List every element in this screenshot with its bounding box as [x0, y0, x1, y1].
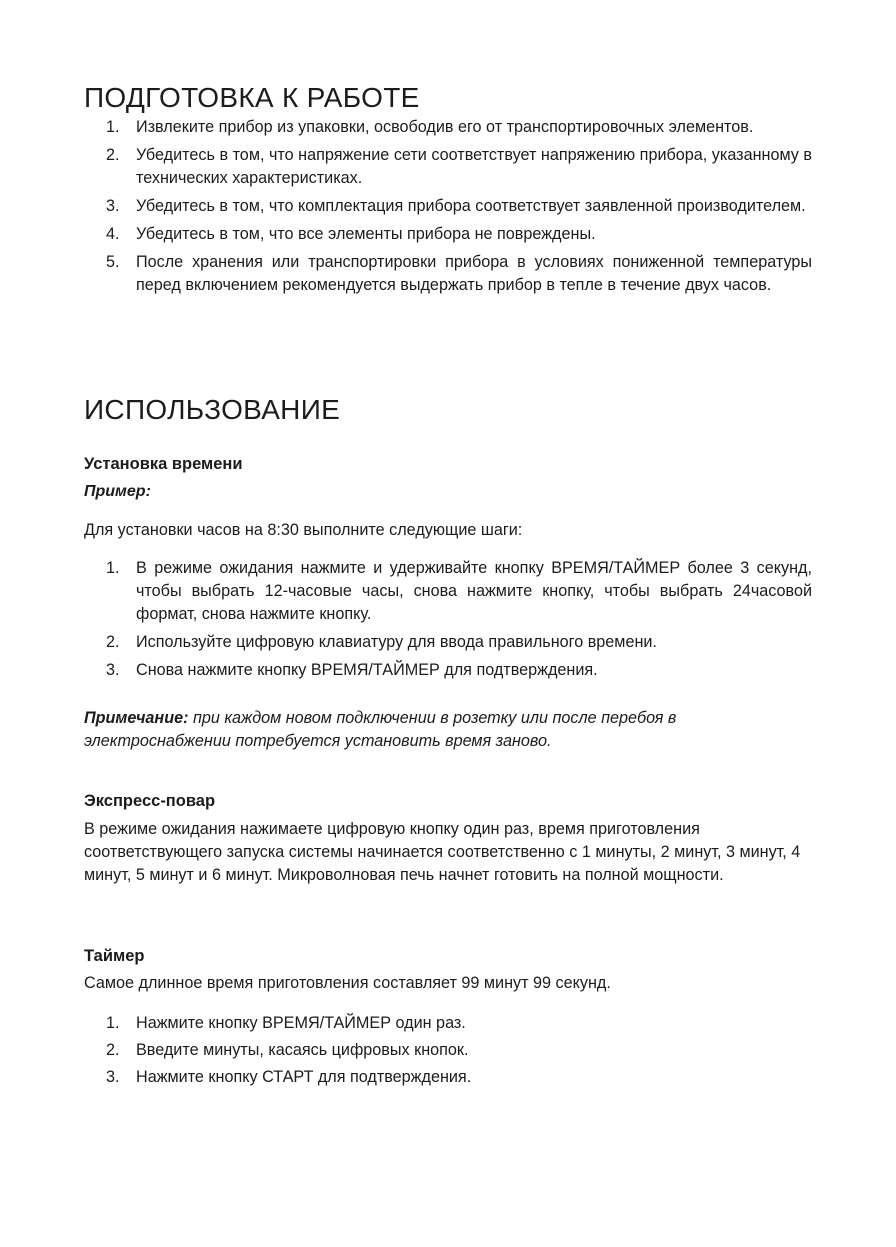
timer-steps-list — [84, 1012, 812, 1093]
subheading-timer: Таймер — [84, 947, 145, 965]
step-text: Убедитесь в том, что все элементы прибора не повреждены. — [136, 225, 596, 243]
step-text: Нажмите кнопку ВРЕМЯ/ТАЙМЕР один раз. — [136, 1014, 466, 1032]
step-text: Снова нажмите кнопку ВРЕМЯ/ТАЙМЕР для подтверждения. — [136, 661, 598, 679]
step-number: 5. — [106, 253, 120, 271]
list-item — [84, 659, 812, 682]
step-number: 3. — [106, 1068, 120, 1086]
section-title-preparation: ПОДГОТОВКА К РАБОТЕ — [84, 82, 420, 113]
section-title-usage: ИСПОЛЬЗОВАНИЕ — [84, 394, 341, 425]
step-text: Нажмите кнопку СТАРТ для подтверждения. — [136, 1068, 472, 1086]
list-item — [84, 116, 812, 139]
list-item — [84, 631, 812, 654]
step-number: 3. — [106, 197, 120, 215]
list-item — [84, 195, 812, 218]
express-paragraph: В режиме ожидания нажимаете цифровую кнопку один раз, время приготовления соответствующего запуска системы начинается соответственно с 1 минуты, 2 минут, 3 минут, 4 минут, 5 минут и 6 минут. Микроволновая печь начнет готовить на полной мощности. — [84, 820, 801, 885]
step-text: Введите минуты, касаясь цифровых кнопок. — [136, 1041, 469, 1059]
step-number: 1. — [106, 559, 120, 577]
step-number: 2. — [106, 633, 120, 651]
step-text: Извлеките прибор из упаковки, освободив его от транспортировочных элементов. — [136, 118, 754, 136]
note-paragraph — [84, 707, 812, 753]
list-item — [84, 251, 812, 297]
step-text: После хранения или транспортировки прибора в условиях пониженной температуры перед включением рекомендуется выдержать прибор в тепле в течение двух часов. — [136, 253, 812, 294]
list-item — [84, 1012, 812, 1035]
list-item — [84, 1066, 812, 1089]
list-item — [84, 223, 812, 246]
timer-paragraph: Самое длинное время приготовления составляет 99 минут 99 секунд. — [84, 974, 611, 992]
list-item — [84, 144, 812, 190]
step-number: 2. — [106, 146, 120, 164]
subheading-express: Экспресс-повар — [84, 792, 216, 810]
step-text: Убедитесь в том, что напряжение сети соответствует напряжению прибора, указанному в технических характеристиках. — [136, 146, 812, 187]
preparation-steps-list — [84, 116, 812, 302]
step-number: 4. — [106, 225, 120, 243]
note-text: при каждом новом подключении в розетку или после перебоя в электроснабжении потребуется установить время заново. — [84, 709, 677, 750]
step-number: 3. — [106, 661, 120, 679]
time-setting-intro: Для установки часов на 8:30 выполните следующие шаги: — [84, 521, 523, 539]
time-setting-steps-list — [84, 557, 812, 687]
step-number: 1. — [106, 1014, 120, 1032]
example-label: Пример: — [84, 483, 151, 500]
list-item — [84, 1039, 812, 1062]
note-label: Примечание: — [84, 709, 189, 727]
step-text: В режиме ожидания нажмите и удерживайте кнопку ВРЕМЯ/ТАЙМЕР более 3 секунд, чтобы выбрать 12-часовые часы, снова нажмите кнопку, чтобы выбрать 24часовой формат, снова нажмите кнопку. — [136, 559, 812, 623]
list-item — [84, 557, 812, 626]
subheading-time-setting: Установка времени — [84, 455, 243, 473]
step-text: Убедитесь в том, что комплектация прибора соответствует заявленной производителем. — [136, 197, 806, 215]
step-number: 1. — [106, 118, 120, 136]
step-text: Используйте цифровую клавиатуру для ввода правильного времени. — [136, 633, 657, 651]
step-number: 2. — [106, 1041, 120, 1059]
